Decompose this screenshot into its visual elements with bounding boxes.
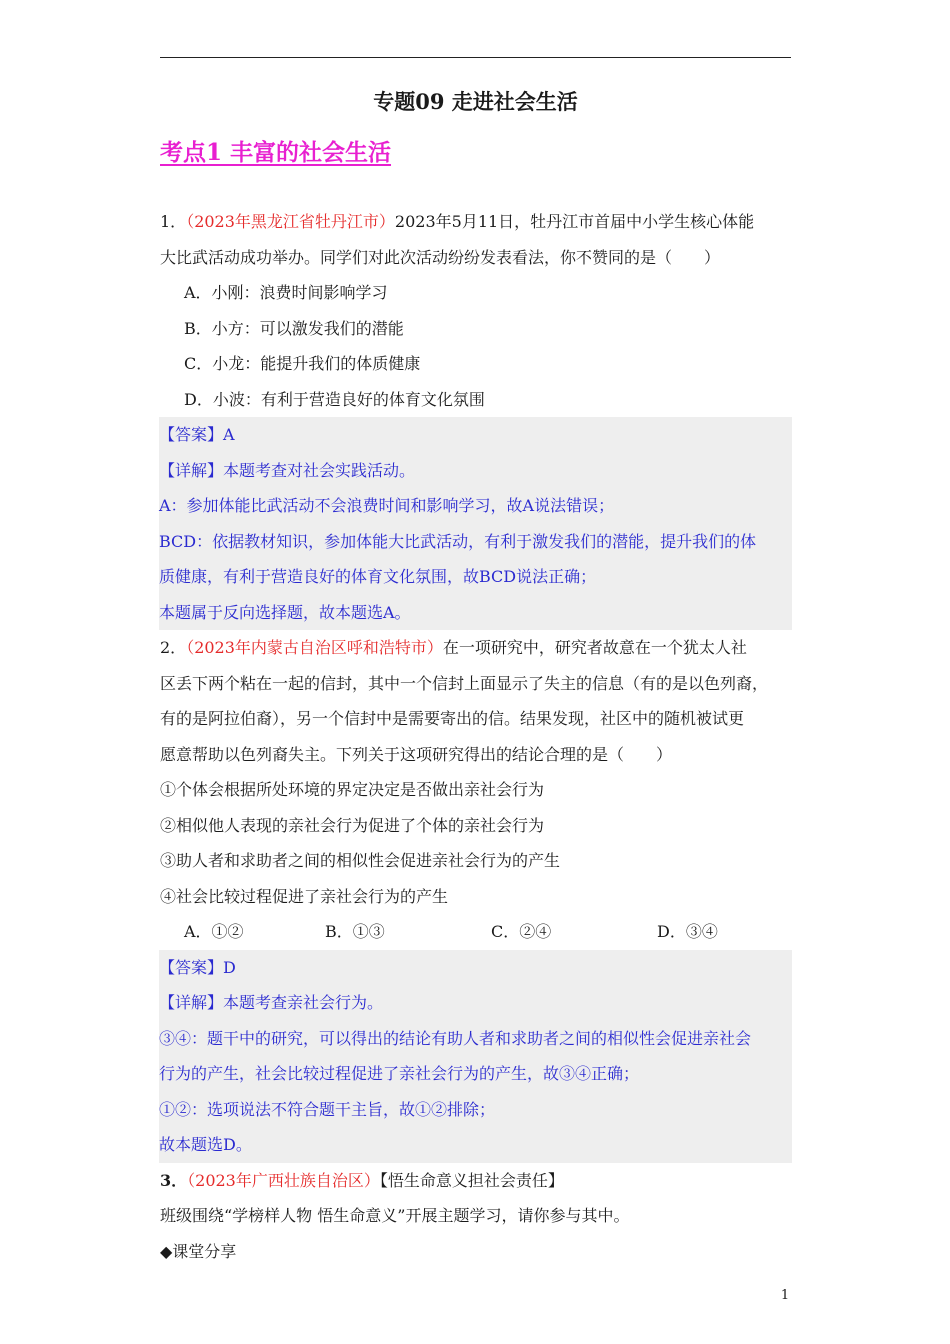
question-number: 1．	[160, 212, 187, 231]
option-a: A．小刚：浪费时间影响学习	[184, 283, 388, 302]
analysis-line: ③④：题干中的研究，可以得出的结论有助人者和求助者之间的相似性会促进亲社会	[159, 1028, 752, 1048]
question-stem-cont: 愿意帮助以色列裔失主。下列关于这项研究得出的结论合理的是（ ）	[160, 744, 673, 764]
option-d: D．③④	[657, 922, 718, 941]
question-stem: 2023年5月11日，牡丹江市首届中小学生核心体能	[394, 212, 755, 231]
page-title: 专题09 走进社会生活	[373, 89, 578, 114]
analysis-line: 质健康，有利于营造良好的体育文化氛围，故BCD说法正确；	[159, 567, 597, 586]
answer-line: 【答案】D	[159, 957, 236, 977]
question-source: （2023年黑龙江省牡丹江市）	[186, 212, 395, 231]
statement-4: ④社会比较过程促进了亲社会行为的产生	[160, 886, 449, 906]
question-stem: 班级围绕“学榜样人物 悟生命意义”开展主题学习，请你参与其中。	[160, 1206, 630, 1225]
question-source: （2023年广西壮族自治区）	[187, 1170, 380, 1190]
question-number: 2．	[160, 638, 187, 657]
option-b: B．①③	[325, 922, 385, 941]
question-stem: 在一项研究中，研究者故意在一个犹太人社	[442, 638, 747, 657]
analysis-line: BCD：依据教材知识，参加体能大比武活动，有利于激发我们的潜能，提升我们的体	[159, 531, 757, 551]
option-c: C．小龙：能提升我们的体质健康	[184, 354, 421, 373]
question-number: 3．	[160, 1170, 188, 1190]
answer-line: 【答案】A	[159, 425, 235, 444]
question-stem-cont: 有的是阿拉伯裔），另一个信封中是需要寄出的信。结果发现，社区中的随机被试更	[160, 709, 745, 728]
option-d: D．小波：有利于营造良好的体育文化氛围	[184, 389, 485, 409]
answer-block	[159, 417, 792, 630]
question-stem-cont: 大比武活动成功举办。同学们对此次活动纷纷发表看法，你不赞同的是（ ）	[160, 247, 721, 267]
statement-3: ③助人者和求助者之间的相似性会促进亲社会行为的产生	[160, 851, 561, 870]
option-b: B．小方：可以激发我们的潜能	[184, 318, 404, 338]
question-1	[160, 204, 791, 1269]
question-source: （2023年内蒙古自治区呼和浩特市）	[186, 638, 443, 657]
option-a: A．①②	[184, 922, 244, 941]
section-heading: 考点1 丰富的社会生活	[160, 139, 392, 166]
answer-block	[159, 950, 792, 1163]
statement-2: ②相似他人表现的亲社会行为促进了个体的亲社会行为	[160, 815, 545, 835]
question-stem-cont: 区丢下两个粘在一起的信封，其中一个信封上面显示了失主的信息（有的是以色列裔，	[160, 673, 769, 693]
options-row	[160, 914, 791, 950]
subheading: ◆课堂分享	[160, 1241, 237, 1261]
analysis-line: 【详解】本题考查对社会实践活动。	[159, 460, 416, 480]
option-c: C．②④	[491, 922, 552, 941]
statement-1: ①个体会根据所处环境的界定决定是否做出亲社会行为	[160, 780, 545, 799]
analysis-line: ①②：选项说法不符合题干主旨，故①②排除；	[159, 1099, 496, 1119]
analysis-line: 本题属于反向选择题，故本题选A。	[159, 602, 411, 622]
page-number: 1	[780, 1288, 790, 1303]
analysis-line: 行为的产生，社会比较过程促进了亲社会行为的产生，故③④正确；	[159, 1064, 640, 1083]
question-topic: 【悟生命意义担社会责任】	[379, 1170, 564, 1190]
header-rule	[160, 57, 791, 58]
analysis-line: 【详解】本题考查亲社会行为。	[159, 993, 384, 1012]
analysis-line: A：参加体能比武活动不会浪费时间和影响学习，故A说法错误；	[159, 496, 615, 515]
analysis-line: 故本题选D。	[159, 1135, 252, 1154]
